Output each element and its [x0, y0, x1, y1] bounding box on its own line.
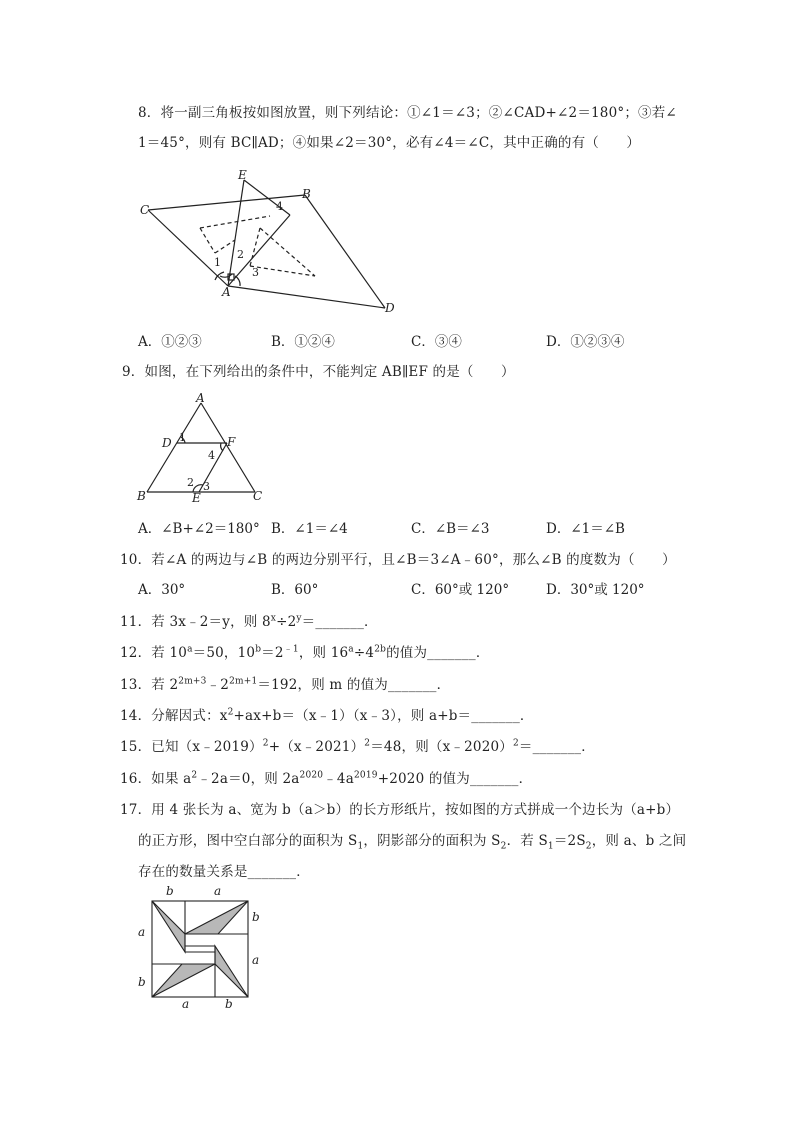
- dash-right: [260, 228, 315, 276]
- q16-answer-blank[interactable]: +2020 的值为_______．: [377, 771, 533, 787]
- q9-line1: 9．如图，在下列给出的条件中，不能判定 AB∥EF 的是（ ）: [122, 364, 515, 380]
- label-top-a: a: [214, 884, 222, 898]
- shaded-triangle-3: [215, 946, 248, 997]
- q10-option-b[interactable]: B．60°: [271, 582, 319, 598]
- line-CA: [148, 210, 228, 286]
- q9-option-c[interactable]: C．∠B＝∠3: [411, 521, 490, 537]
- label-C: C: [140, 203, 150, 217]
- label-bottom-b: b: [225, 997, 233, 1011]
- q14-line: 14．分解因式：$x^2+ax+b=(x﹣1)(x﹣3)$，则 a+b＝_______．: [120, 707, 534, 724]
- q12-line: 12．若 $10^a=50$，$10^b=2^{﹣1}$，则 $16^a\div 4^{2b}$的值为_______．: [120, 644, 490, 661]
- label-left-a: a: [138, 925, 146, 939]
- label-top-b: b: [166, 884, 174, 898]
- label-B: B: [302, 187, 311, 201]
- q17-line1: 17．用 4 张长为 a、宽为 b（a＞b）的长方形纸片，按如图的方式拼成一个边长为（a+b）: [120, 802, 680, 818]
- q8-option-d[interactable]: D．①②③④: [546, 334, 625, 350]
- label-4: 4: [276, 200, 283, 213]
- dash-left: [200, 228, 215, 253]
- q10-options: [138, 580, 698, 600]
- q8-option-b[interactable]: B．①②④: [271, 334, 335, 350]
- shaded-triangle-1: [152, 901, 185, 952]
- q17-line3[interactable]: 存在的数量关系是_______．: [138, 864, 310, 880]
- label-C: C: [253, 489, 263, 503]
- q9-option-d[interactable]: D．∠1＝∠B: [546, 521, 625, 537]
- q10-option-d[interactable]: D．30°或 120°: [546, 582, 645, 598]
- line-BD: [305, 195, 385, 308]
- shaded-triangle-4: [152, 964, 215, 997]
- label-F: F: [227, 435, 236, 449]
- dash-bottom: [250, 266, 315, 276]
- label-E: E: [192, 491, 201, 505]
- q10-option-c[interactable]: C．60°或 120°: [411, 582, 510, 598]
- label-3: 3: [252, 266, 259, 279]
- q13-answer-blank[interactable]: ＝192，则 m 的值为_______．: [257, 677, 451, 693]
- q15-line: 15．已知（x﹣2019）$^2$+（x﹣2021）$^2$＝48，则（x﹣2020）$^2$＝_______．: [120, 738, 595, 755]
- q17-figure: [132, 884, 267, 1012]
- label-right-b: b: [252, 910, 260, 924]
- label-3: 3: [203, 480, 210, 493]
- q8-options: [138, 332, 698, 352]
- label-2: 2: [187, 476, 194, 489]
- q10-option-a[interactable]: A．30°: [138, 582, 186, 598]
- q11-line: 11．若 3x﹣2＝y，则 $8^x\div 2^y=\_\_\_\_\_\_\_$．: [120, 613, 378, 630]
- label-B: B: [137, 489, 146, 503]
- q8-line2: 1＝45°，则有 BC∥AD；④如果∠2＝30°，必有∠4＝∠C，其中正确的有（ ）: [138, 135, 641, 151]
- dash-inner: [215, 240, 235, 253]
- label-bottom-a: a: [182, 997, 190, 1011]
- label-D: D: [385, 301, 395, 315]
- q13-line: 13．若 $2^{2m+3}﹣2^{2m+1}=192$，则 m 的值为_______．: [120, 676, 451, 693]
- angle-arc-4: [221, 443, 223, 451]
- q9-figure: [135, 393, 270, 505]
- label-4: 4: [208, 449, 215, 462]
- dash-left2: [250, 228, 260, 266]
- q14-answer-blank[interactable]: +ax+b＝（x﹣1）（x﹣3），则 a+b＝_______．: [233, 708, 534, 724]
- q8-figure: [140, 168, 400, 318]
- q17-line2: 的正方形，图中空白部分的面积为 $S_1$，阴影部分的面积为 $S_2$．若 $S_1=2S_2$，则 a、b 之间: [138, 833, 687, 852]
- label-D: D: [162, 436, 172, 450]
- label-1: 1: [179, 431, 186, 444]
- dash-top: [200, 216, 270, 228]
- angle-arc-1: [215, 272, 224, 280]
- q9-option-b[interactable]: B．∠1＝∠4: [271, 521, 348, 537]
- q9-options: [138, 519, 698, 539]
- label-A: A: [196, 391, 205, 405]
- label-2: 2: [237, 248, 244, 261]
- q10-line1: 10．若∠A 的两边与∠B 的两边分别平行，且∠B＝3∠A﹣60°，那么∠B 的度数为（ ）: [120, 552, 676, 568]
- label-left-b: b: [138, 975, 146, 989]
- q8-option-c[interactable]: C．③④: [411, 334, 462, 350]
- q16-line: 16．如果 $a^2﹣2a=0$，则 $2a^{2020}﹣4a^{2019}+2020$ 的值为_______．: [120, 770, 533, 787]
- q15-answer-blank[interactable]: ＝_______．: [518, 739, 595, 755]
- label-E: E: [238, 168, 247, 182]
- label-right-a: a: [252, 953, 260, 967]
- q11-answer-blank[interactable]: ＝_______．: [301, 614, 378, 630]
- label-1: 1: [214, 256, 221, 269]
- q9-option-a[interactable]: A．∠B+∠2＝180°: [138, 521, 260, 537]
- q12-answer-blank[interactable]: 的值为_______．: [386, 645, 490, 661]
- shaded-triangle-2: [185, 901, 248, 934]
- q8-line1: 8．将一副三角板按如图放置，则下列结论：①∠1＝∠3；②∠CAD+∠2＝180°；③若∠: [138, 105, 677, 121]
- label-A: A: [222, 285, 231, 299]
- line-AD: [228, 286, 385, 308]
- q8-option-a[interactable]: A．①②③: [138, 334, 202, 350]
